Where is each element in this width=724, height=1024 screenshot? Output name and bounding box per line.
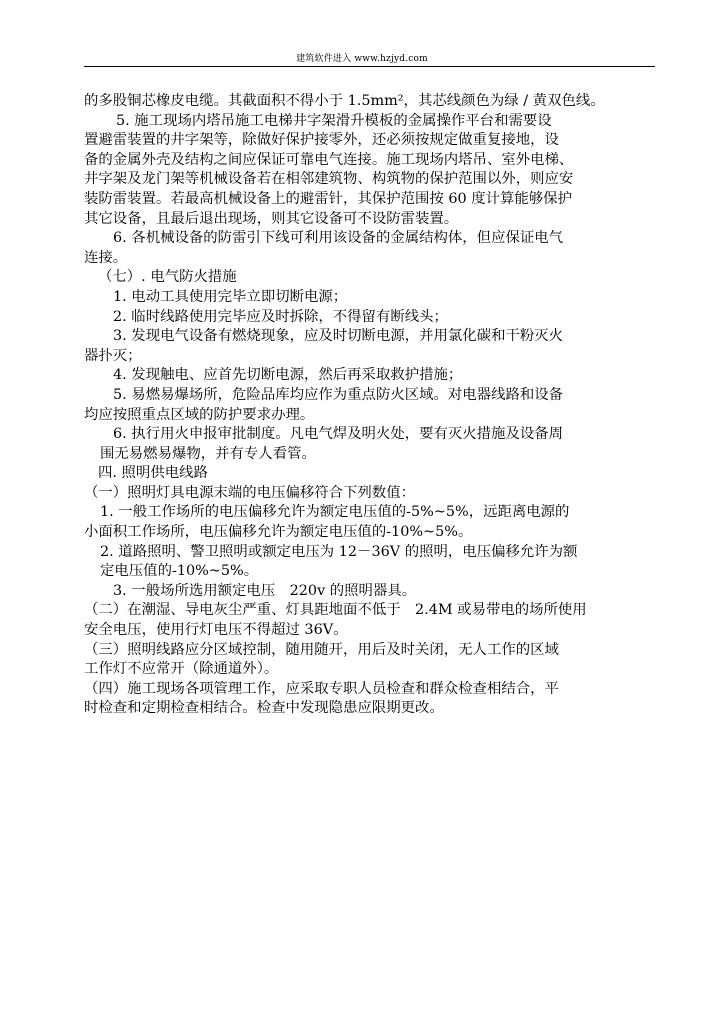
text-line: 6. 执行用火申报审批制度。凡电气焊及明火处，要有灭火措施及设备周 bbox=[113, 426, 564, 443]
text-line: 安全电压，使用行灯电压不得超过 36V。 bbox=[84, 622, 348, 639]
text-line: 装防雷装置。若最高机械设备上的避雷针，其保护范围按 60 度计算能够保护 bbox=[84, 190, 572, 207]
text-line: 的多股铜芯橡皮电缆。其截面积不得小于 1.5mm²，其芯线颜色为绿 / 黄双色线。 bbox=[84, 93, 605, 109]
section-heading: 四. 照明供电线路 bbox=[98, 465, 208, 482]
text-line: 连接。 bbox=[84, 249, 128, 266]
text-line: 其它设备，且最后退出现场，则其它设备可不设防雷装置。 bbox=[84, 210, 459, 227]
text-line: 2. 临时线路使用完毕应及时拆除，不得留有断线头； bbox=[113, 308, 448, 325]
text-line: （三）照明线路应分区域控制，随用随开，用后及时关闭，无人工作的区域 bbox=[84, 641, 559, 658]
text-line: （一）照明灯具电源末端的电压偏移符合下列数值： bbox=[84, 484, 415, 501]
text-line: 均应按照重点区域的防护要求办理。 bbox=[84, 406, 315, 423]
text-line: 4. 发现触电、应首先切断电源，然后再采取救护措施； bbox=[113, 367, 463, 384]
text-line: 时检查和定期检查相结合。检查中发现隐患应限期更改。 bbox=[84, 700, 444, 717]
text-line: 5. 易燃易爆场所，危险品库均应作为重点防火区域。对电器线路和设备 bbox=[113, 386, 564, 403]
text-line: 井字架及龙门架等机械设备若在相邻建筑物、构筑物的保护范围以外，则应安 bbox=[84, 171, 574, 188]
text-line: 置避雷装置的井字架等，除做好保护接零外，还必须按规定做重复接地，设 bbox=[84, 132, 559, 149]
header-divider bbox=[84, 66, 655, 67]
text-line: 工作灯不应常开（除通道外）。 bbox=[84, 661, 279, 678]
text-line: 围无易燃易爆物，并有专人看管。 bbox=[100, 445, 316, 462]
text-line: （二）在潮湿、导电灰尘严重、灯具距地面不低于 2.4M 或易带电的场所使用 bbox=[84, 602, 587, 619]
section-heading: （七）. 电气防火措施 bbox=[98, 269, 237, 286]
text-line: 定电压值的-10%~5%。 bbox=[100, 563, 259, 580]
text-line: 6. 各机械设备的防雷引下线可利用该设备的金属结构体，但应保证电气 bbox=[113, 230, 564, 247]
text-line: 5. 施工现场内塔吊施工电梯井字架滑升模板的金属操作平台和需要设 bbox=[116, 112, 552, 129]
page-header: 建筑软件进入 www.hzjyd.com bbox=[296, 54, 428, 64]
text-line: 3. 发现电气设备有燃烧现象，应及时切断电源，并用氯化碳和干粉灭火 bbox=[113, 328, 564, 345]
text-line: 备的金属外壳及结构之间应保证可靠电气连接。施工现场内塔吊、室外电梯、 bbox=[84, 151, 574, 168]
text-line: （四）施工现场各项管理工作，应采取专职人员检查和群众检查相结合，平 bbox=[84, 680, 559, 697]
document-body bbox=[84, 92, 656, 719]
text-line: 小面积工作场所，电压偏移允许为额定电压值的-10%~5%。 bbox=[84, 524, 473, 541]
text-line: 器扑灭； bbox=[84, 347, 142, 364]
text-line: 2. 道路照明、警卫照明或额定电压为 12－36V 的照明，电压偏移允许为额 bbox=[100, 543, 578, 560]
text-line: 1. 电动工具使用完毕立即切断电源； bbox=[113, 288, 348, 305]
text-line: 3. 一般场所选用额定电压 220v 的照明器具。 bbox=[113, 582, 417, 599]
text-line: 1. 一般工作场所的电压偏移允许为额定电压值的-5%~5%，远距离电源的 bbox=[100, 504, 570, 521]
